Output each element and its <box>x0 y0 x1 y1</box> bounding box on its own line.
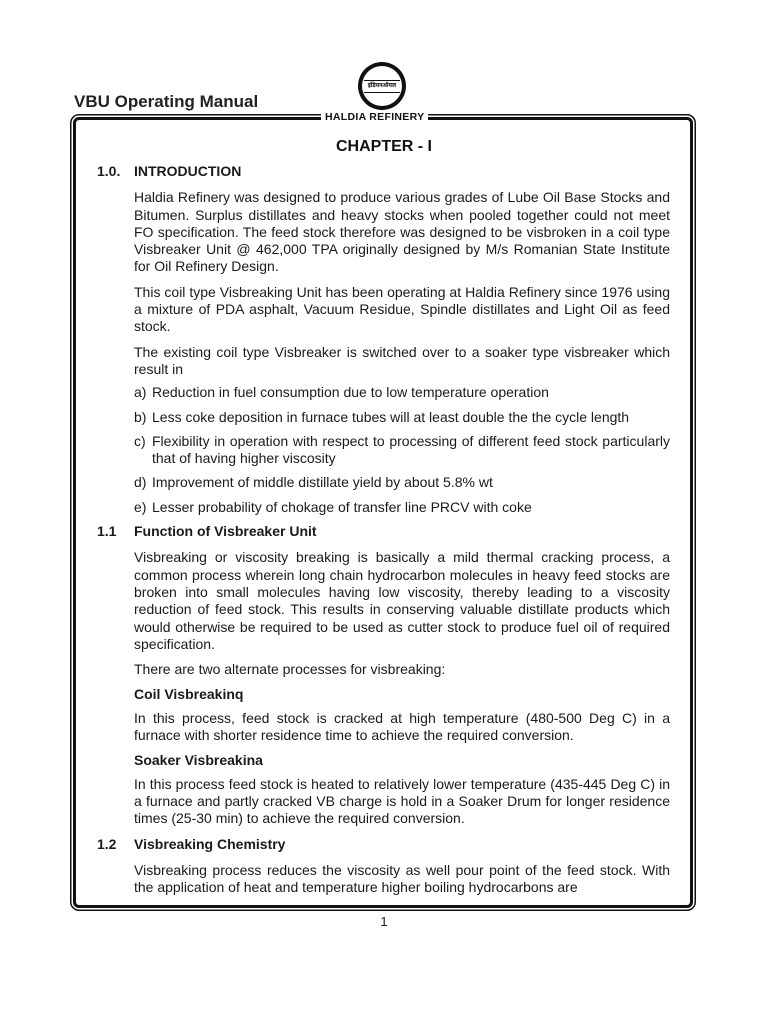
section-heading <box>97 163 670 180</box>
page-number: 1 <box>380 914 388 929</box>
list-item <box>134 409 670 426</box>
list-item <box>134 499 670 516</box>
section-title: INTRODUCTION <box>134 163 242 179</box>
list-marker: b) <box>134 408 147 425</box>
paragraph: In this process feed stock is heated to relatively lower temperature (435-445 Deg C) in a furnace and partly cracked VB charge is hold in a Soaker Drum for longer residence times (25-30 min) to achieve the required conversion. <box>134 775 670 827</box>
paragraph: In this process, feed stock is cracked at high temperature (480-500 Deg C) in a furnace with shorter residence time to achieve the required conversion. <box>134 709 670 744</box>
list-text: Flexibility in operation with respect to processing of different feed stock particularly that of having higher viscosity <box>152 432 670 467</box>
list-text: Reduction in fuel consumption due to low temperature operation <box>152 384 549 401</box>
subsection-title: Soaker Visbreakina <box>134 752 263 769</box>
list-text: Improvement of middle distillate yield by about 5.8% wt <box>152 474 493 491</box>
list-marker: d) <box>134 474 147 491</box>
section-body <box>134 189 670 516</box>
logo-text: इंडियनऑयल <box>364 80 400 93</box>
section-heading <box>97 523 670 540</box>
paragraph: Visbreaking process reduces the viscosity as well pour point of the feed stock. With the application of heat and temperature higher boiling hydrocarbons are <box>134 861 670 896</box>
paragraph: The existing coil type Visbreaker is switched over to a soaker type visbreaker which result in <box>134 343 670 377</box>
paragraph: There are two alternate processes for visbreaking: <box>134 661 446 678</box>
section-body <box>134 549 670 827</box>
list-marker: e) <box>134 498 147 515</box>
list-item <box>134 384 670 401</box>
list-text: Lesser probability of chokage of transfer line PRCV with coke <box>152 498 532 515</box>
list-marker: c) <box>134 432 146 449</box>
indianoil-logo <box>358 62 406 110</box>
chapter-title: CHAPTER - I <box>336 138 432 155</box>
list-item <box>134 474 670 491</box>
list-marker: a) <box>134 384 147 401</box>
paragraph: Visbreaking or viscosity breaking is basically a mild thermal cracking process, a common process wherein long chain hydrocarbon molecules in heavy feed stocks are broken into small molecules having low viscosity, thereby leading to a viscosity reduction of feed stock. This results in conserving valuable distillate products which would otherwise be required to be used as cutter stock to produce fuel oil of required specification. <box>134 549 670 652</box>
section-heading <box>97 836 670 853</box>
list-item <box>134 433 670 468</box>
list-text: Less coke deposition in furnace tubes will at least double the the cycle length <box>152 408 630 425</box>
subsection-title: Coil Visbreakinq <box>134 686 244 703</box>
benefits-list <box>134 384 670 516</box>
section-number: 1.2 <box>97 835 117 852</box>
section-title: Function of Visbreaker Unit <box>134 523 317 540</box>
manual-title: VBU Operating Manual <box>74 92 259 111</box>
section-title: Visbreaking Chemistry <box>134 835 286 852</box>
frame-label: HALDIA REFINERY <box>321 111 428 123</box>
section-number: 1.1 <box>97 523 117 540</box>
section-number: 1.0. <box>97 163 121 179</box>
paragraph: Haldia Refinery was designed to produce various grades of Lube Oil Base Stocks and Bitumen. Surplus distillates and heavy stocks when pooled together could not meet FO specification. The feed stock therefore was designed to be visbroken in a coil type Visbreaker Unit @ 462,000 TPA originally designed by M/s Romanian State Institute for Oil Refinery Design. <box>134 189 670 275</box>
paragraph: This coil type Visbreaking Unit has been operating at Haldia Refinery since 1976 using a mixture of PDA asphalt, Vacuum Residue, Spindle distillates and Light Oil as feed stock. <box>134 283 670 335</box>
document-body <box>97 163 670 904</box>
section-body <box>134 862 670 897</box>
